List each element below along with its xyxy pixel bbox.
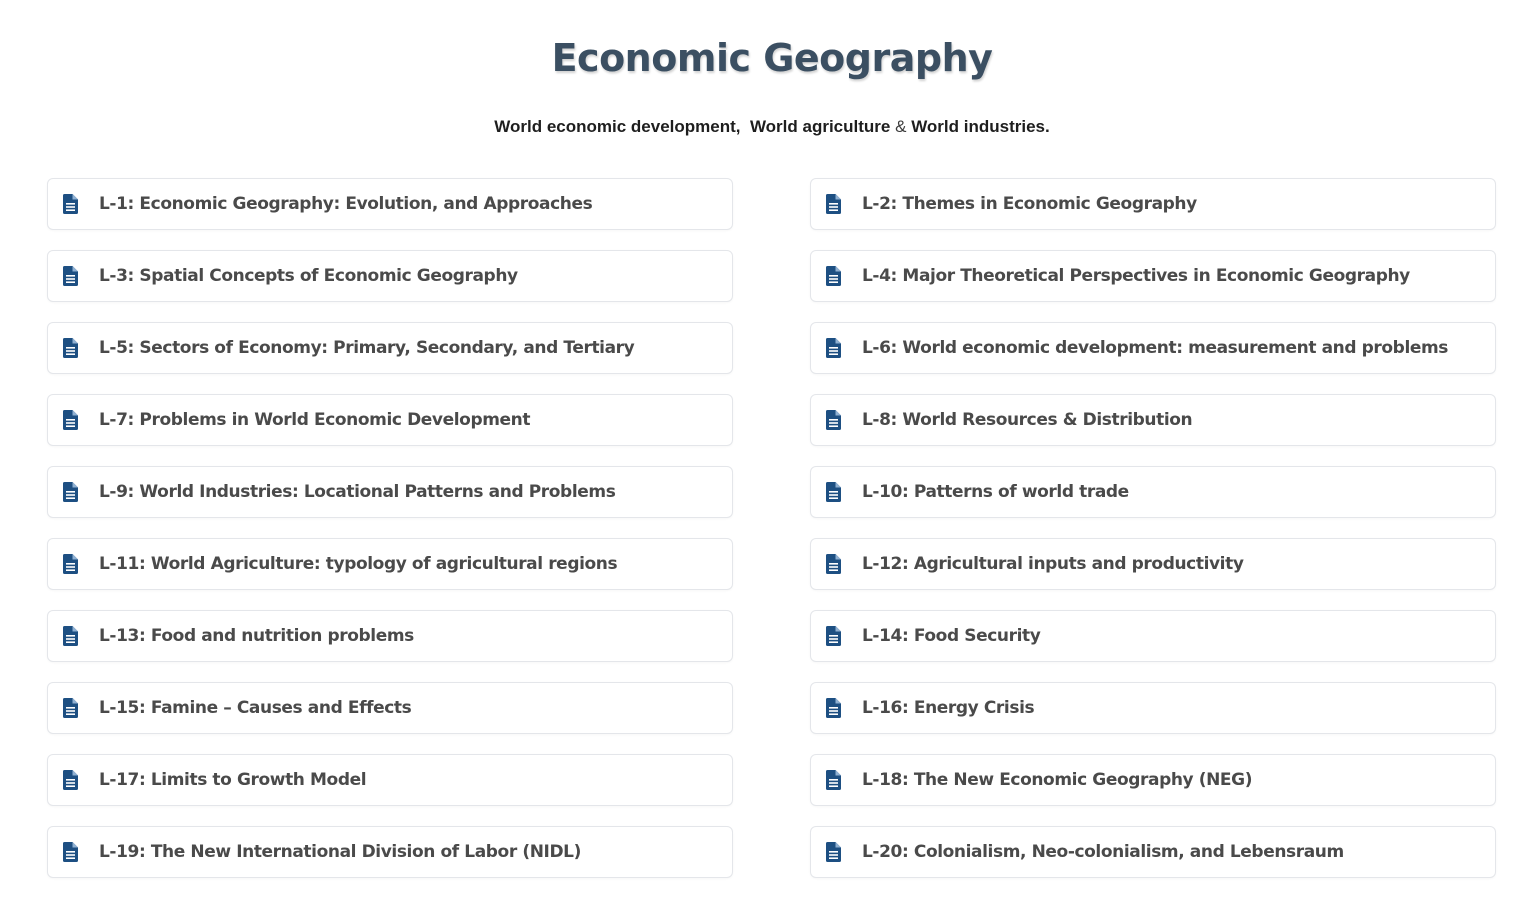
document-text-icon <box>63 770 78 790</box>
lesson-card-l7[interactable] <box>47 394 733 446</box>
lesson-card-l6[interactable] <box>810 322 1496 374</box>
subtitle-part-industries: World industries. <box>911 117 1050 136</box>
lesson-card-l4[interactable] <box>810 250 1496 302</box>
page-subtitle <box>0 117 1536 137</box>
lesson-title: L-8: World Resources & Distribution <box>862 410 1193 430</box>
document-text-icon <box>826 770 841 790</box>
lesson-card-l1[interactable] <box>47 178 733 230</box>
lesson-title: L-2: Themes in Economic Geography <box>862 194 1197 214</box>
lesson-card-l11[interactable] <box>47 538 733 590</box>
document-text-icon <box>63 194 78 214</box>
document-text-icon <box>826 194 841 214</box>
lesson-card-l18[interactable] <box>810 754 1496 806</box>
lesson-title: L-10: Patterns of world trade <box>862 482 1129 502</box>
document-text-icon <box>63 698 78 718</box>
lesson-title: L-16: Energy Crisis <box>862 698 1035 718</box>
lesson-title: L-13: Food and nutrition problems <box>99 626 414 646</box>
lesson-card-l12[interactable] <box>810 538 1496 590</box>
document-text-icon <box>826 410 841 430</box>
lesson-card-l2[interactable] <box>810 178 1496 230</box>
document-text-icon <box>63 338 78 358</box>
lesson-title: L-19: The New International Division of Labor (NIDL) <box>99 842 581 862</box>
lesson-title: L-7: Problems in World Economic Development <box>99 410 531 430</box>
document-text-icon <box>826 698 841 718</box>
lesson-title: L-6: World economic development: measurement and problems <box>862 338 1449 358</box>
lesson-card-l17[interactable] <box>47 754 733 806</box>
document-text-icon <box>63 842 78 862</box>
lesson-card-l8[interactable] <box>810 394 1496 446</box>
lesson-title: L-3: Spatial Concepts of Economic Geography <box>99 266 518 286</box>
lesson-card-l3[interactable] <box>47 250 733 302</box>
lesson-title: L-18: The New Economic Geography (NEG) <box>862 770 1253 790</box>
document-text-icon <box>63 554 78 574</box>
lesson-card-l16[interactable] <box>810 682 1496 734</box>
lesson-card-l5[interactable] <box>47 322 733 374</box>
lesson-card-l13[interactable] <box>47 610 733 662</box>
document-text-icon <box>826 626 841 646</box>
document-text-icon <box>63 626 78 646</box>
lesson-title: L-5: Sectors of Economy: Primary, Secondary, and Tertiary <box>99 338 635 358</box>
document-text-icon <box>63 482 78 502</box>
lesson-title: L-9: World Industries: Locational Patterns and Problems <box>99 482 616 502</box>
lesson-title: L-15: Famine – Causes and Effects <box>99 698 412 718</box>
subtitle-part-development: World economic development, <box>494 117 741 136</box>
lesson-card-l15[interactable] <box>47 682 733 734</box>
lesson-title: L-4: Major Theoretical Perspectives in Economic Geography <box>862 266 1410 286</box>
document-text-icon <box>826 482 841 502</box>
document-text-icon <box>826 266 841 286</box>
lesson-title: L-11: World Agriculture: typology of agricultural regions <box>99 554 618 574</box>
lesson-title: L-14: Food Security <box>862 626 1041 646</box>
document-text-icon <box>63 266 78 286</box>
lesson-card-l20[interactable] <box>810 826 1496 878</box>
lesson-card-l10[interactable] <box>810 466 1496 518</box>
page-title: Economic Geography <box>551 36 993 80</box>
document-text-icon <box>826 338 841 358</box>
lesson-title: L-1: Economic Geography: Evolution, and Approaches <box>99 194 593 214</box>
subtitle-ampersand: & <box>895 117 907 136</box>
lesson-title: L-17: Limits to Growth Model <box>99 770 367 790</box>
document-text-icon <box>826 554 841 574</box>
lesson-card-l14[interactable] <box>810 610 1496 662</box>
lesson-grid <box>47 178 1496 878</box>
document-text-icon <box>826 842 841 862</box>
subtitle-part-agriculture: World agriculture <box>749 117 891 136</box>
document-text-icon <box>63 410 78 430</box>
lesson-card-l19[interactable] <box>47 826 733 878</box>
lesson-title: L-12: Agricultural inputs and productivity <box>862 554 1244 574</box>
lesson-card-l9[interactable] <box>47 466 733 518</box>
lesson-title: L-20: Colonialism, Neo-colonialism, and Lebensraum <box>862 842 1344 862</box>
